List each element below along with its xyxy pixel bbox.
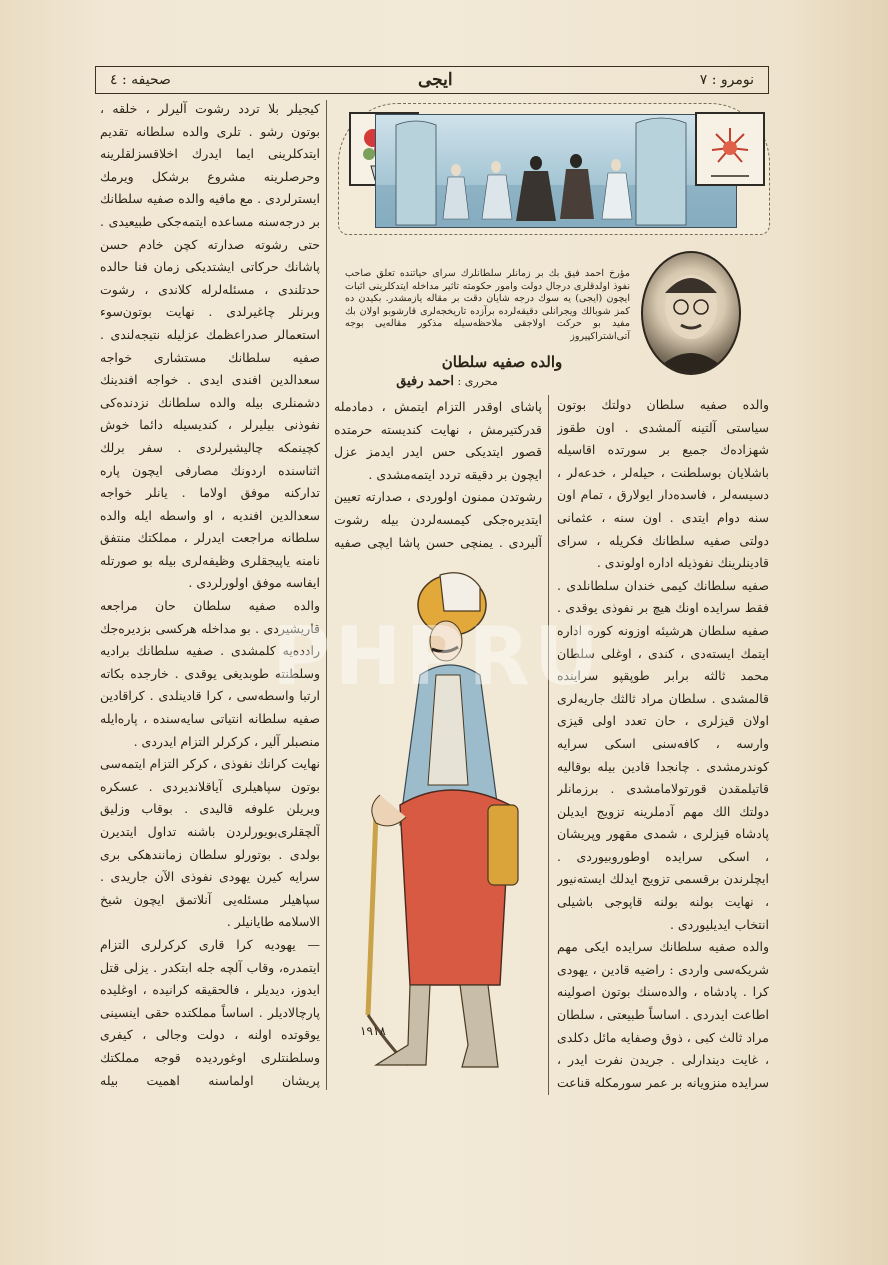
paragraph: پاشای اوقدر التزام ایتمش ، دمادمله قدرکتیرمش ، نهایت کندیسته حرمتده قصور ایتدیکی حس ایدر ایدمز عزل ایچون بر دقیقه تردد ایتمه‌مشدی .	[334, 399, 542, 482]
paragraph: نهایت کرانك نفوذی ، کرکر التزام ایتمه‌سی بوتون سپاهیلری آیاقلاندیردی . عسکره ویریلن علوفه قالیدی . بوقاب وزلیق آلچقلری‌بویورلردن باشنه تداول ایتدیرن بولدی . بوتورلو سلطان زمانندهکی بری سرایه کیرن یهودی نفوذی الآن جاریدی . سپاهیلر مسئله‌یی آنلاتمق ایچون شیخ الاسلامه طایانیلر .	[100, 756, 320, 930]
paragraph: — یهودیه کرا قاری کرکرلری التزام ایتمدره، وقاب آلچه جله ابتکدر . یزلی قتل ایدوز، دیدیلر ، فالحقیقه کرانیده ، اوغلیده پارچالادیلر . اساساً مملکتده حقی اینسینی یوقوتده اولنه ، دولت وجالی ، کیفری وسلطنتلری اوغوردیده قوجه مملکتك پریشان اولماسنه اهمیت بیله	[100, 936, 320, 1088]
column-rule-left	[326, 100, 327, 1090]
page-number: صحیفه : ٤	[110, 72, 171, 88]
paragraph: والده صفیه سلطان دولتك بوتون سیاستی آلتینه آلمشدی . اون طقوز شهزاده‌ك جمیع بر سورتده اقاسیله باشلایان بوسلطنت ، حیله‌لر ، خدعه‌لر ، دسیسه‌لر ، فاسده‌دار ایولارق ، تمام اون سنه دوام ایتدی . اون سنه ، عثمانی دولتی صفیه سلطانك فکریله ، سرای قادینلرینك نفوذیله اداره اولوندی .	[557, 397, 769, 571]
decorative-banner	[338, 103, 770, 235]
byline-label: محرری :	[457, 375, 498, 388]
paragraph: والده صفیه سلطان حان مراجعه قاریشیردی . بو مداخله هرکسی بزدیره‌جك رادده‌یه کلمشدی . صفیه سلطانك برادیه وسلطنته طوبدیغی یوقدی . خارجده بكاته ارتبا واسطه‌سی ، کرا قادینلدی . کراقادین صفیه سلطانه انتیاتی سایه‌سنده ، پاره‌ایله منصبلر آلیر ، کرکرلر التزام ایدردی .	[100, 598, 320, 749]
article-byline	[372, 374, 522, 389]
issue-number: نومرو : ۷	[699, 72, 754, 88]
article-title: والده صفیه سلطان	[441, 353, 563, 371]
column-rule-right	[548, 395, 549, 1095]
janissary-illustration	[340, 565, 540, 1075]
flower-bouquet-illustration	[695, 112, 765, 186]
illustration-signature-year: ۱۹۱٨	[360, 1024, 386, 1038]
author-portrait	[641, 251, 741, 375]
middle-text-column	[334, 396, 542, 558]
paragraph: رشوتدن ممنون اولوردی ، صدارته تعیین ایتدیره‌جکی کیمسه‌لردن بیله رشوت آلیردی . یمنچی حسن پاشا ایچی صفیه	[334, 489, 542, 550]
harem-scene-illustration	[375, 114, 737, 228]
paragraph: والده صفیه سلطانك سرایده ایکی مهم شریکه‌سی واردی : راضیه قادین ، یهودی کرا . پادشاه ، والده‌سنك بوتون اصولینه اطاعت ایدردی . اساساً طبیعتی ، سلطان مراد ثالث کبی ، ذوق وصفایه مائل دکلدی ، غایت دیندارلی . جریدن نفرت ایدر ، سرایده منزویانه بر عمر سورمکله قناعت	[557, 939, 769, 1090]
paragraph: صفیه سلطانك کیمی خندان سلطانلدی . فقط سرایده اونك هیچ بر نفوذی یوقدی . صفیه سلطان هرشیئه اوزونه کوره اداره ایتمك ایسته‌دی ، کندی ، اوغلی سلطان محمد ثالثه برابر طوپقپو سراینده قالمشدی . سلطان مراد ثالثك جاریه‌لری اولان قیزلری ، حان تعدد اولی قیزی وارسه ، کافه‌سنی اسکی سرایه کوندرمشدی . چانجدا قادین بیله بوقالیه قاتیلمقدن قورتولامامشدی . برزمانلر دولتك الك مهم آدملرینه تزویج ایدیلن پادشاه قیزلری ، شمدی مقهور وپریشان ، اسکی سرایده اوطوروبیوردی . ایچلرندن برقسمی تزویج ایدلك ایسته‌نیور ، نهایت بولنه بولنه قاپوجی باشیلی انتخاب ایدیلیوردی .	[557, 577, 769, 932]
left-text-column	[100, 98, 320, 1093]
portrait-caption: مؤرخ احمد فیق بك بر زمانلر سلطانلرك سرای حیاتنده تعلق صاحب نفوذ اولدقلری درجال دولت وامور حکومته تاثیر مداخله ایتدکلرینی اثبات ایچون (ایجی) یه سوك درجه شایان دقت بر مقاله یازمشدر. بکیدن ده کمز شوبالك ویجرانلی دقیقه‌لرده برآزده تاریخجه‌لری قارشوبو اولان بك مفید بو حرکت اولاجقی ملاحظه‌سیله مذکور مقاله‌یی بوجه آتی‌اشتراکپیروز	[345, 268, 630, 342]
byline-author: احمد رفیق	[396, 374, 455, 389]
masthead-title: ایجی	[418, 70, 453, 90]
watermark-text: PHPRU	[272, 610, 603, 703]
paragraph: کیجیلر بلا تردد رشوت آلیرلر ، خلقه ، بوتون رشو . تلری والده سلطانه تقدیم ایتدکلرینی ایما ایدرك اخلاقسزلقلرینه وحرصلرینه مشروع برشکل ویرمك ایسترلردی . مع مافیه والده صفیه سلطانك بر درجه‌سنه مساعده ایتمه‌جکی طبیعیدی . حتی رشوته صدارته کچن خادم حسن پاشانك حرکاتی ایشتدیکی زمان فنا حالده حدتلندی ، مسئله‌لرله‌ کلاندی ، رشوت وبرنلر چاغیرلدی . نهایت بوتون‌سوء استعمالر صدراعظمك عزلیله نتیجه‌لندی . صفیه سلطانك مستشاری خواجه سعدالدین افندی ایدی . خواجه افندینك دشمنلری بیله والده سلطانك نزدنده‌کی نفوذنی بیلیرلر ، کندیسیله دائما خوش کچینمکه چالیشیرلردی . سفر برلك اثناسنده اردونك مصارفی ایچون پاره تدارکنه موفق اولاما . یانلر خواجه سعدالدین افندیه ، او واسطه ایله والده سلطانه مراجعت ایدرلر ، مملکتك منتفق نامنه یاپیجقلری وظیفه‌لری بیله بو صورتله ایفاسه موفق اولورلردی .	[100, 101, 320, 591]
right-text-column	[557, 394, 769, 1094]
page-header	[95, 66, 769, 94]
